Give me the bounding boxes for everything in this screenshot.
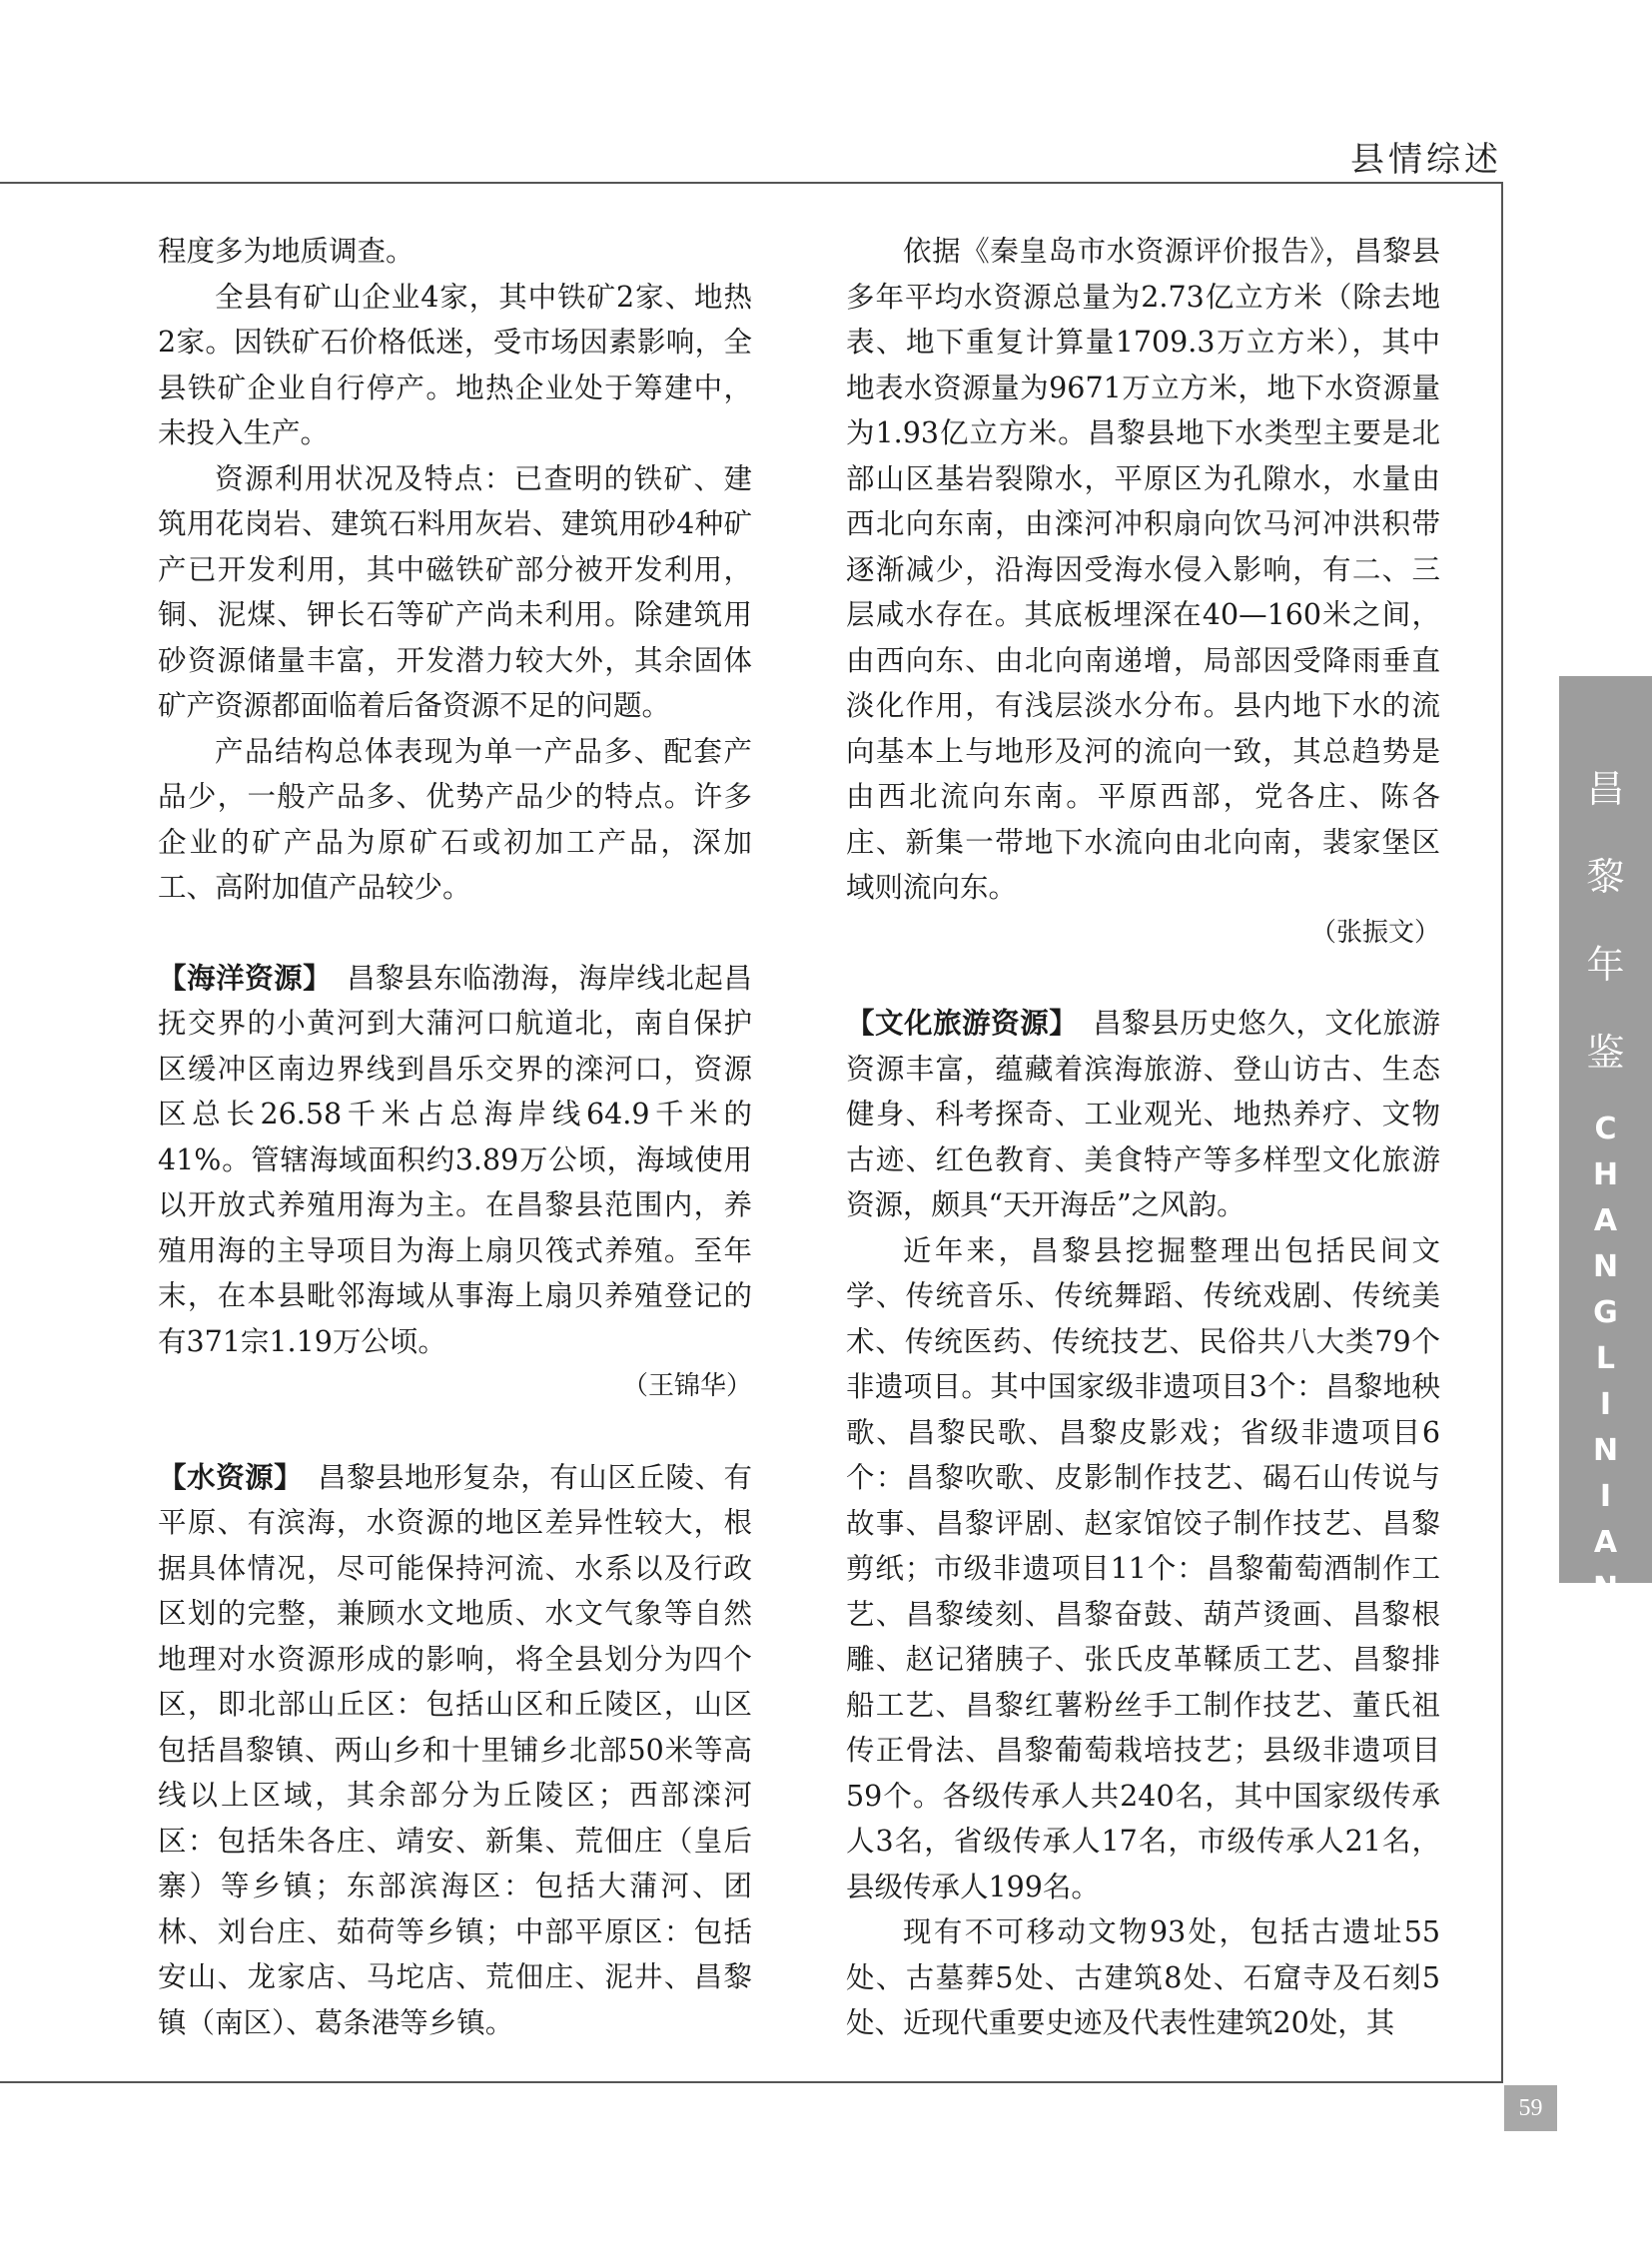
marine-resources-entry — [158, 956, 752, 1365]
running-head: 县情综述 — [1350, 140, 1502, 180]
culture-tourism-entry — [846, 1001, 1440, 1228]
side-tab-letter: G — [1593, 1295, 1618, 1330]
side-tab-letter: N — [1592, 1249, 1619, 1284]
side-tab-char: 昌 — [1586, 767, 1625, 811]
entry-title: 【海洋资源】 — [158, 961, 318, 995]
water-resources-entry — [158, 1455, 752, 2046]
side-tab-letter: N — [1592, 1755, 1619, 1790]
paragraph: 全县有矿山企业4家，其中铁矿2家、地热2家。因铁矿石价格低迷，受市场因素影响，全县铁矿企业自行停产。地热企业处于筹建中，未投入生产。 — [158, 280, 752, 449]
author-credit: （张振文） — [1309, 917, 1440, 948]
side-tab-letter: J — [1599, 1617, 1612, 1652]
entry-text: 昌黎县东临渤海，海岸线北起昌抚交界的小黄河到大蒲河口航道北，南自保护区缓冲区南边界线到昌乐交界的滦河口，资源区总长26.58千米占总海岸线64.9千米的41%。管辖海域面积约3.89万公顷，海域使用以开放式养殖用海为主。在昌黎县范围内，养殖用海的主导项目为海上扇贝筏式养殖。至年末，在本县毗邻海域从事海上扇贝养殖登记的有371宗1.19万公顷。 — [158, 961, 752, 1358]
side-tab-letter: H — [1592, 1157, 1619, 1192]
side-tab-letter: L — [1595, 1341, 1616, 1376]
side-tab-char: 鉴 — [1586, 1031, 1625, 1075]
entry-title: 【水资源】 — [158, 1460, 289, 1494]
side-tab-letter: A — [1593, 1709, 1618, 1744]
author-credit: （王锦华） — [621, 1371, 752, 1401]
side-tab-latin — [1593, 1112, 1618, 1790]
paragraph: 现有不可移动文物93处，包括古遗址55处、古墓葬5处、古建筑8处、石窟寺及石刻5处、近现代重要史迹及代表性建筑20处，其 — [846, 1915, 1440, 2039]
page-number: 59 — [1504, 2085, 1557, 2131]
side-tab-char: 年 — [1586, 943, 1625, 987]
side-tab-letter: I — [1599, 1479, 1612, 1514]
paragraph: 近年来，昌黎县挖掘整理出包括民间文学、传统音乐、传统舞蹈、传统戏剧、传统美术、传统医药、传统技艺、民俗共八大类79个非遗项目。其中国家级非遗项目3个：昌黎地秧歌、昌黎民歌、昌黎皮影戏；省级非遗项目6个：昌黎吹歌、皮影制作技艺、碣石山传说与故事、昌黎评剧、赵家馆饺子制作技艺、昌黎剪纸；市级非遗项目11个：昌黎葡萄酒制作工艺、昌黎绫刻、昌黎奋鼓、葫芦烫画、昌黎根雕、赵记猪胰子、张氏皮革鞣质工艺、昌黎排船工艺、昌黎红薯粉丝手工制作技艺、董氏祖传正骨法、昌黎葡萄栽培技艺；县级非遗项目59个。各级传承人共240名，其中国家级传承人3名，省级传承人17名，市级传承人21名，县级传承人199名。 — [846, 1233, 1440, 1903]
paragraph: 产品结构总体表现为单一产品多、配套产品少，一般产品多、优势产品少的特点。许多企业的矿产品为原矿石或初加工产品，深加工、高附加值产品较少。 — [158, 734, 752, 904]
entry-text: 昌黎县地形复杂，有山区丘陵、有平原、有滨海，水资源的地区差异性较大，根据具体情况，尽可能保持河流、水系以及行政区划的完整，兼顾水文地质、水文气象等自然地理对水资源形成的影响，将全县划分为四个区，即北部山丘区：包括山区和丘陵区，山区包括昌黎镇、两山乡和十里铺乡北部50米等高线以上区域，其余部分为丘陵区；西部滦河区：包括朱各庄、靖安、新集、荒佃庄（皇后寨）等乡镇；东部滨海区：包括大蒲河、团林、刘台庄、茹荷等乡镇；中部平原区：包括安山、龙家店、马坨店、荒佃庄、泥井、昌黎镇（南区）、葛条港等乡镇。 — [158, 1460, 752, 2039]
side-tab-letter: C — [1594, 1112, 1617, 1146]
side-tab-letter: N — [1592, 1571, 1619, 1606]
side-tab-letter: I — [1599, 1663, 1612, 1698]
right-column — [846, 229, 1440, 2046]
side-tab-char: 黎 — [1586, 855, 1625, 899]
entry-text: 昌黎县历史悠久，文化旅游资源丰富，蕴藏着滨海旅游、登山访古、生态健身、科考探奇、工业观光、地热养疗、文物古迹、红色教育、美食特产等多样型文化旅游资源，颇具“天开海岳”之风韵。 — [846, 1007, 1440, 1221]
side-tab-title — [1586, 767, 1625, 1075]
side-tab-letter: A — [1593, 1203, 1618, 1238]
side-tab-letter: N — [1592, 1433, 1619, 1468]
paragraph: 资源利用状况及特点：已查明的铁矿、建筑用花岗岩、建筑石料用灰岩、建筑用砂4种矿产已开发利用，其中磁铁矿部分被开发利用，铜、泥煤、钾长石等矿产尚未利用。除建筑用砂资源储量丰富，开发潜力较大外，其余固体矿产资源都面临着后备资源不足的问题。 — [158, 461, 752, 722]
frame-bottom-rule — [0, 2081, 1503, 2083]
side-tab — [1559, 676, 1652, 1790]
frame-right-rule — [1501, 182, 1503, 2082]
entry-title: 【文化旅游资源】 — [846, 1007, 1065, 1040]
side-tab-letter: I — [1599, 1387, 1612, 1422]
paragraph: 依据《秦皇岛市水资源评价报告》，昌黎县多年平均水资源总量为2.73亿立方米（除去地表、地下重复计算量1709.3万立方米），其中地表水资源量为9671万立方米，地下水资源量为1.93亿立方米。昌黎县地下水类型主要是北部山区基岩裂隙水，平原区为孔隙水，水量由西北向东南，由滦河冲积扇向饮马河冲洪积带逐渐减少，沿海因受海水侵入影响，有二、三层咸水存在。其底板埋深在40—160米之间，由西向东、由北向南递增，局部因受降雨垂直淡化作用，有浅层淡水分布。县内地下水的流向基本上与地形及河的流向一致，其总趋势是由西北流向东南。平原西部，党各庄、陈各庄、新集一带地下水流向由北向南，裴家堡区域则流向东。 — [846, 235, 1440, 904]
side-tab-letter: A — [1593, 1525, 1618, 1560]
frame-top-rule — [0, 182, 1503, 184]
paragraph: 程度多为地质调查。 — [158, 235, 414, 268]
left-column — [158, 229, 752, 2045]
